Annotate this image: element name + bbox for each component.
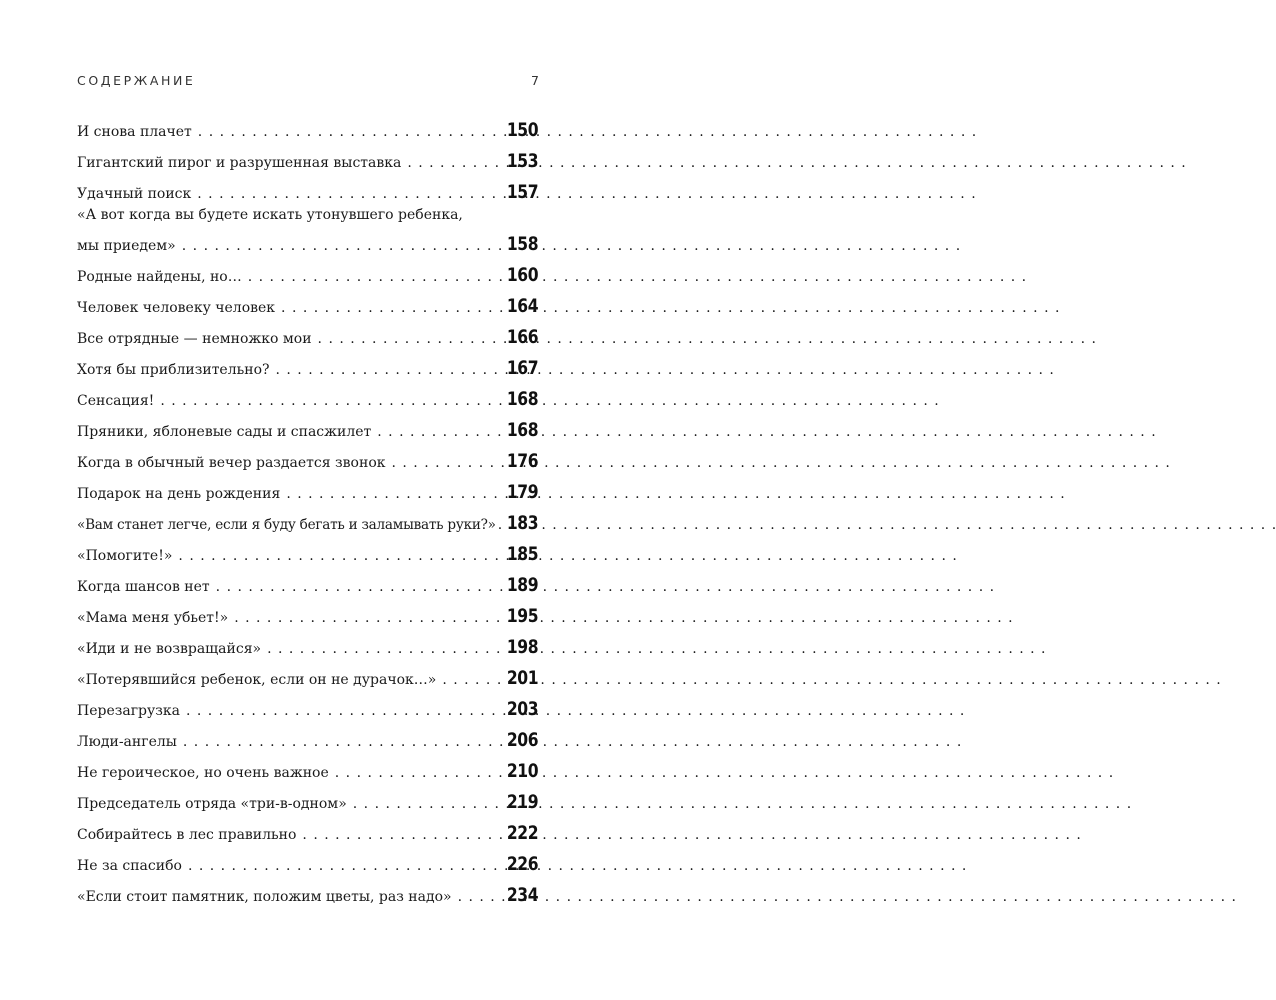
toc-entry[interactable] — [77, 817, 538, 848]
toc-entry-title: «Вам станет легче, если я буду бегать и заламывать руки?» — [77, 517, 496, 533]
toc-entry-title: «Мама меня убьет!» — [77, 610, 229, 626]
dot-leader — [436, 672, 500, 688]
dot-leader — [270, 362, 500, 378]
toc-entry[interactable] — [77, 693, 538, 724]
dot-leader — [452, 889, 500, 905]
page-header — [77, 73, 543, 93]
toc-entry-page: 219 — [506, 791, 538, 813]
page-number: 7 — [531, 73, 539, 88]
dot-leader — [296, 827, 499, 843]
toc-entry[interactable] — [77, 145, 538, 176]
toc-entry[interactable] — [77, 321, 538, 352]
toc-entry-title: Пряники, яблоневые сады и спасжилет — [77, 424, 372, 440]
toc-entry-page: 185 — [506, 543, 538, 565]
toc-entry-title: мы приедем» — [77, 238, 176, 254]
toc-entry[interactable] — [77, 755, 538, 786]
dot-leader — [180, 703, 500, 719]
toc-entry-title: Председатель отряда «три-в-одном» — [77, 796, 347, 812]
toc-entry-page: 203 — [506, 698, 538, 720]
toc-entry-page: 167 — [506, 357, 538, 379]
toc-entry-page: 168 — [506, 419, 538, 441]
toc-entry[interactable] — [77, 538, 538, 569]
toc-entry-title: Хотя бы приблизительно? — [77, 362, 270, 378]
toc-entry-title: И снова плачет — [77, 124, 192, 140]
table-of-contents — [77, 114, 538, 910]
toc-entry[interactable] — [77, 476, 538, 507]
dot-leader — [261, 641, 500, 657]
dot-leader — [275, 300, 500, 316]
toc-entry-title: Человек человеку человек — [77, 300, 276, 316]
dot-leader — [191, 186, 500, 202]
dot-leader — [177, 734, 500, 750]
dot-leader — [347, 796, 500, 812]
dot-leader — [371, 424, 500, 440]
toc-entry-title: Сенсация! — [77, 393, 155, 409]
toc-entry-page: 201 — [506, 667, 538, 689]
toc-entry[interactable] — [77, 507, 538, 538]
dot-leader — [210, 579, 500, 595]
toc-entry-title: «Помогите!» — [77, 548, 173, 564]
toc-entry-title: «Иди и не возвращайся» — [77, 641, 262, 657]
toc-entry[interactable] — [77, 569, 538, 600]
toc-entry[interactable] — [77, 848, 538, 879]
toc-entry-page: 160 — [506, 264, 538, 286]
toc-entry-page: 210 — [506, 760, 538, 782]
dot-leader — [496, 517, 500, 533]
toc-entry-title: Когда шансов нет — [77, 579, 210, 595]
dot-leader — [192, 124, 500, 140]
toc-entry-page: 198 — [506, 636, 538, 658]
toc-entry-title: Подарок на день рождения — [77, 486, 281, 502]
toc-entry[interactable] — [77, 662, 538, 693]
toc-entry[interactable] — [77, 259, 538, 290]
toc-entry-title: Не героическое, но очень важное — [77, 765, 329, 781]
toc-entry-title: Удачный поиск — [77, 186, 192, 202]
toc-entry-page: 234 — [506, 884, 538, 906]
dot-leader — [228, 610, 500, 626]
toc-entry-page: 226 — [506, 853, 538, 875]
dot-leader — [312, 331, 500, 347]
toc-entry[interactable] — [77, 414, 538, 445]
toc-entry-page: 164 — [506, 295, 538, 317]
toc-entry-title-first-line: «А вот когда вы будете искать утонувшего ребенка, — [77, 207, 463, 223]
dot-leader — [280, 486, 500, 502]
toc-entry-title: Когда в обычный вечер раздается звонок — [77, 455, 386, 471]
dot-leader — [242, 269, 500, 285]
toc-entry[interactable] — [77, 879, 538, 910]
toc-entry[interactable] — [77, 290, 538, 321]
toc-entry[interactable] — [77, 176, 538, 207]
toc-entry[interactable] — [77, 786, 538, 817]
toc-entry-page: 153 — [506, 150, 538, 172]
toc-entry-page: 189 — [506, 574, 538, 596]
section-title: СОДЕРЖАНИЕ — [77, 73, 196, 88]
toc-entry-page: 168 — [506, 388, 538, 410]
dot-leader — [329, 765, 500, 781]
dot-leader — [386, 455, 500, 471]
dot-leader — [176, 238, 500, 254]
dot-leader — [401, 155, 499, 171]
toc-entry-page: 176 — [506, 450, 538, 472]
toc-entry[interactable] — [77, 114, 538, 145]
toc-entry[interactable] — [77, 352, 538, 383]
dot-leader — [182, 858, 500, 874]
toc-entry-page: 158 — [506, 233, 538, 255]
toc-entry-page: 166 — [506, 326, 538, 348]
toc-entry-title: Собирайтесь в лес правильно — [77, 827, 297, 843]
toc-entry[interactable] — [77, 724, 538, 755]
dot-leader — [172, 548, 499, 564]
toc-entry-page: 157 — [506, 181, 538, 203]
toc-entry-page: 222 — [506, 822, 538, 844]
toc-entry-page: 206 — [506, 729, 538, 751]
toc-entry-page: 195 — [506, 605, 538, 627]
toc-entry[interactable] — [77, 600, 538, 631]
toc-entry-page: 150 — [506, 119, 538, 141]
toc-entry[interactable] — [77, 445, 538, 476]
toc-entry[interactable] — [77, 631, 538, 662]
toc-entry-title: Перезагрузка — [77, 703, 180, 719]
dot-leader — [154, 393, 500, 409]
toc-entry-page: 183 — [506, 512, 538, 534]
toc-entry-title: Не за спасибо — [77, 858, 182, 874]
toc-entry-title: «Если стоит памятник, положим цветы, раз надо» — [77, 889, 452, 905]
toc-entry[interactable] — [77, 383, 538, 414]
toc-entry[interactable] — [77, 207, 538, 259]
toc-entry-title: Все отрядные — немножко мои — [77, 331, 312, 347]
toc-entry-title: Родные найдены, но… — [77, 269, 242, 285]
toc-entry-title: Гигантский пирог и разрушенная выставка — [77, 155, 402, 171]
toc-entry-title: Люди-ангелы — [77, 734, 177, 750]
toc-entry-title: «Потерявшийся ребенок, если он не дурачок…» — [77, 672, 437, 688]
toc-entry-page: 179 — [506, 481, 538, 503]
